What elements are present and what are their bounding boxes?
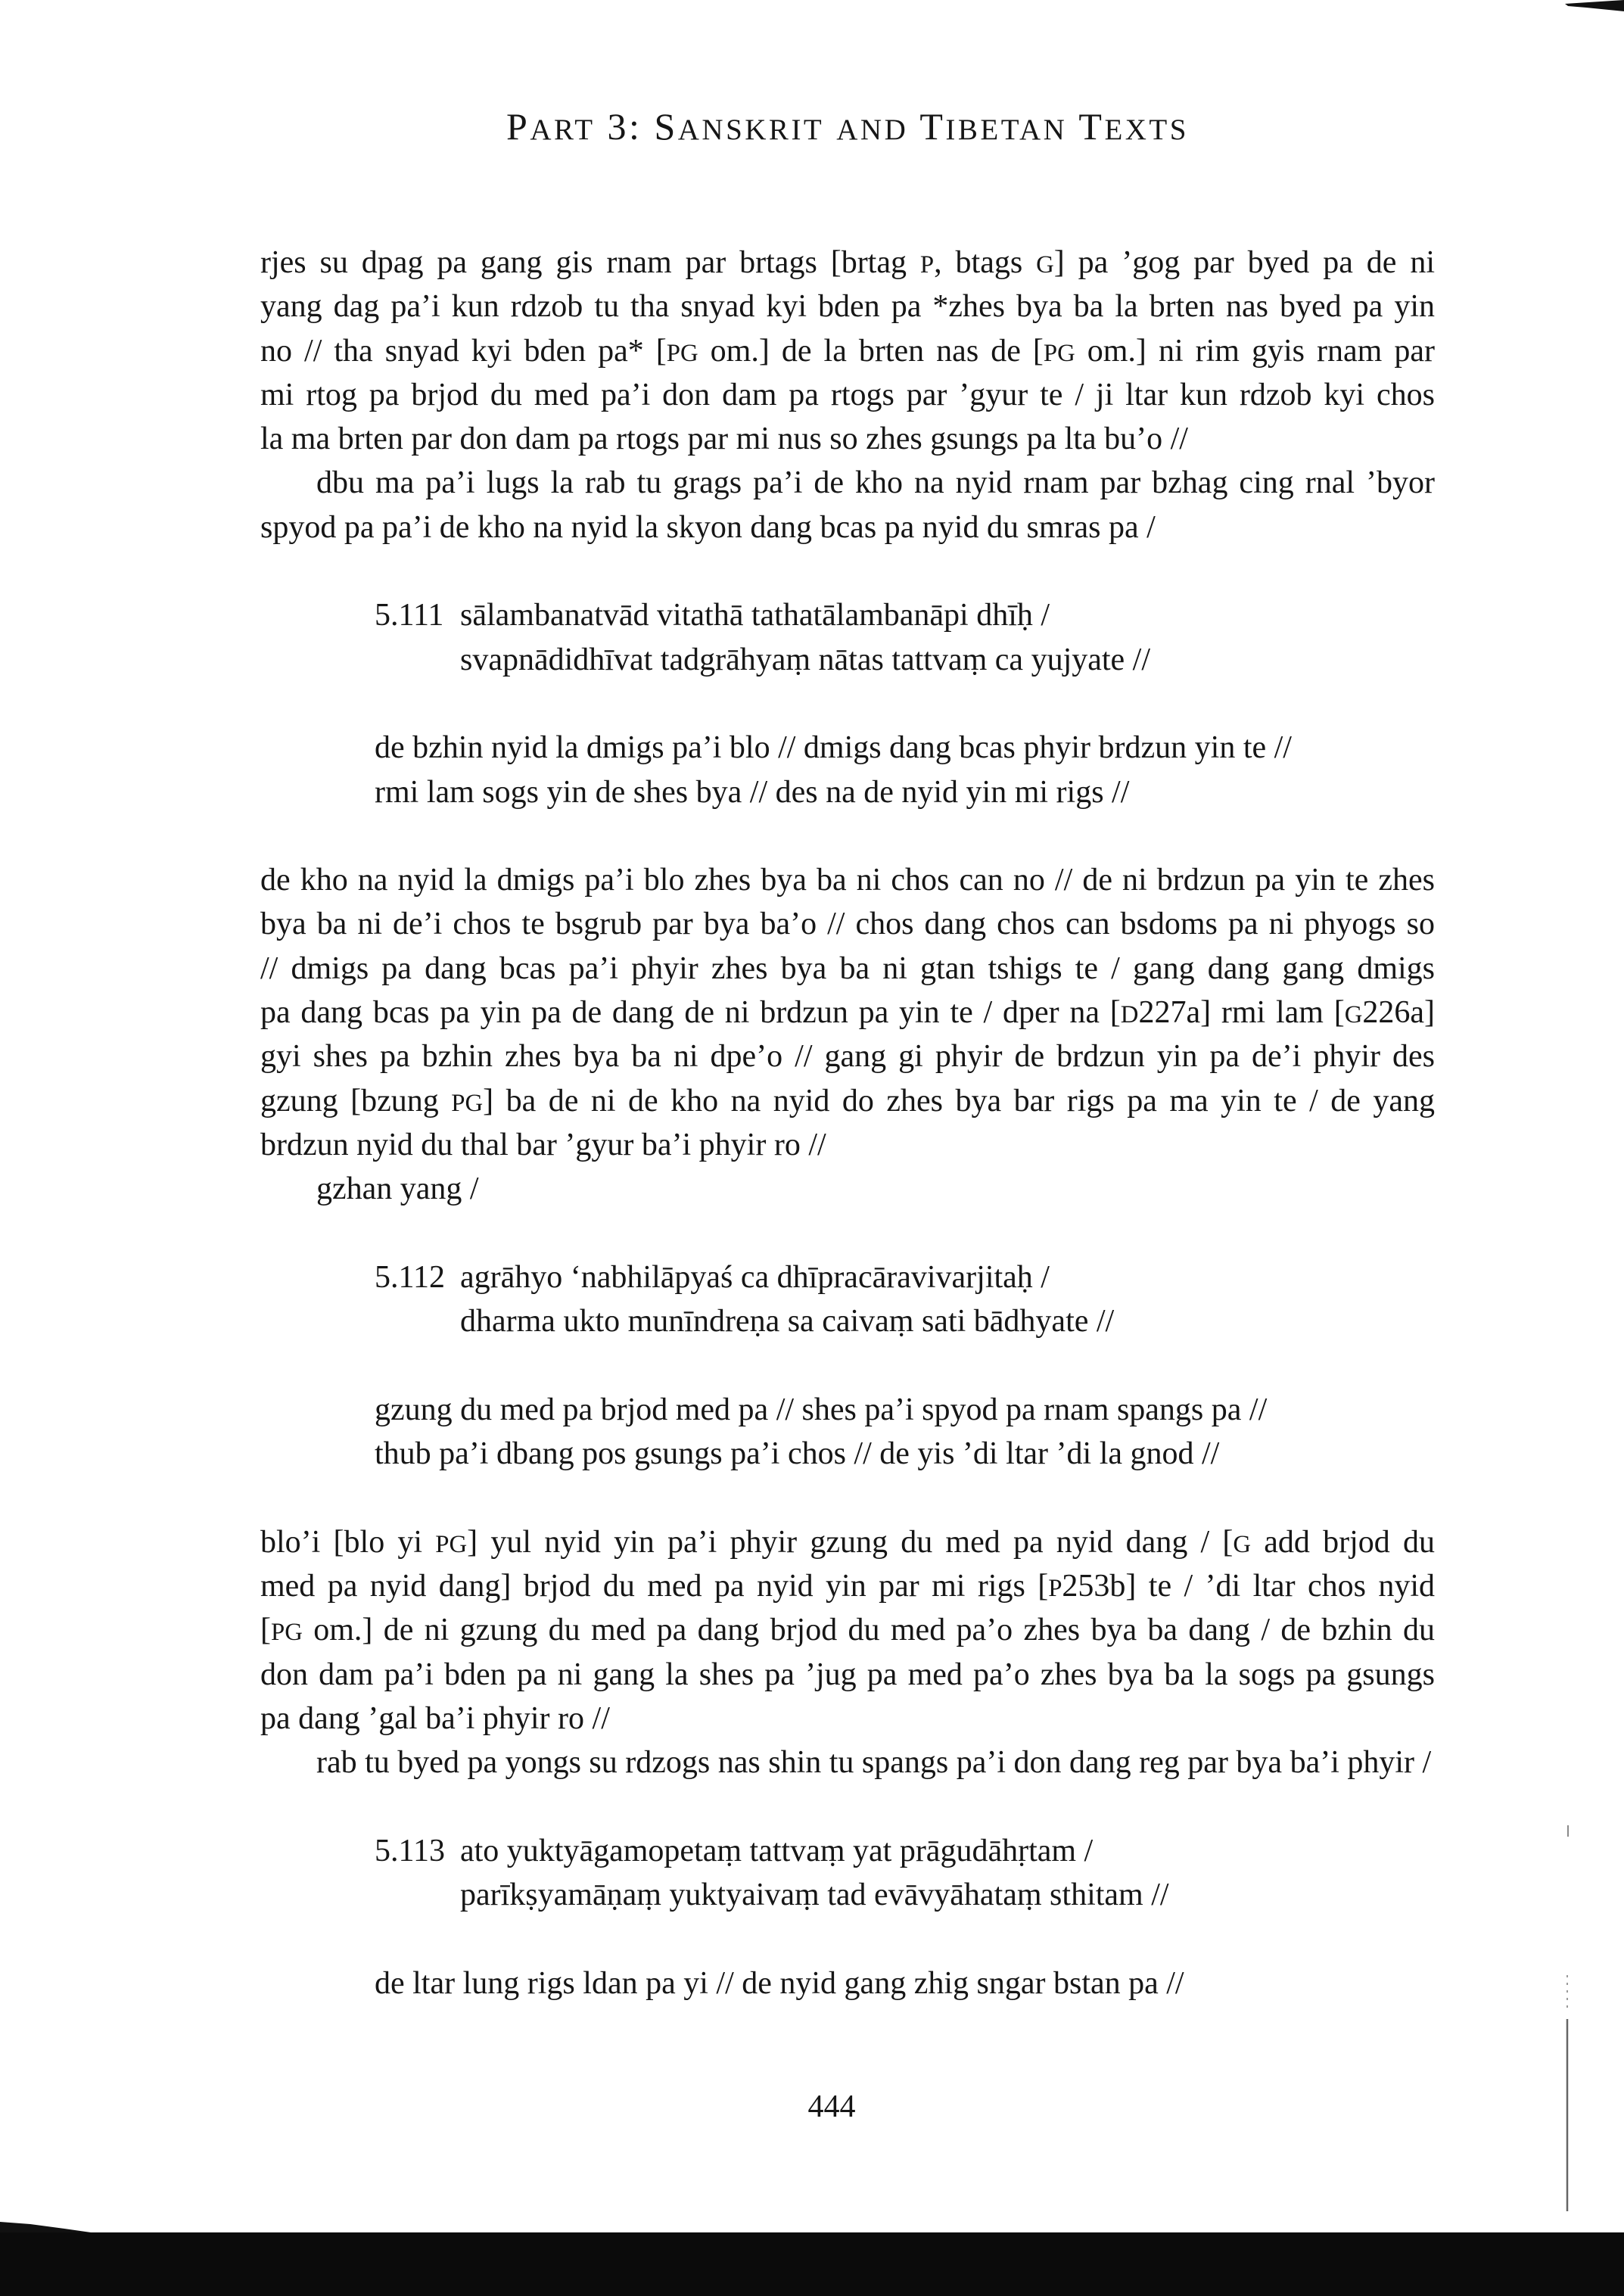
sanskrit-verse-line: agrāhyo ‘nabhilāpyaś ca dhīpracāravivarjitaḥ / — [460, 1259, 1050, 1295]
small-caps-run: AND — [836, 114, 909, 146]
prose-line: bya ba ni de’i chos te bsgrub par bya ba’o // chos dang chos can bsdoms pa ni phyogs so — [260, 907, 1435, 942]
tibetan-verse-line: gzung du med pa brjod med pa // shes pa’i spyod pa rnam spangs pa // — [375, 1392, 1268, 1427]
small-caps-run: G — [1233, 1530, 1252, 1558]
prose-line: gyi shes pa bzhin zhes bya ba ni dpe’o // gang gi phyir de brdzun yin pa de’i phyir des — [260, 1039, 1435, 1075]
running-head: PART 3: SANSKRIT AND TIBETAN TEXTS — [506, 105, 1189, 148]
small-caps-run: P — [919, 251, 935, 278]
small-caps-run: EXTS — [1104, 114, 1189, 146]
prose-line: blo’i [blo yi PG] yul nyid yin pa’i phyir gzung du med pa nyid dang / [G add brjod du — [260, 1524, 1435, 1560]
small-caps-run: PG — [451, 1089, 484, 1117]
prose-line: de kho na nyid la dmigs pa’i blo zhes bya ba ni chos can no // de ni brdzun pa yin te zhes — [260, 863, 1435, 898]
sanskrit-verse-line: parīkṣyamāṇaṃ yuktyaivaṃ tad evāvyāhataṃ sthitam // — [460, 1877, 1169, 1912]
prose-line: yang dag pa’i kun rdzob tu tha snyad kyi bden pa *zhes bya ba la brten nas byed pa yin — [260, 289, 1435, 325]
blank-line — [260, 814, 1435, 858]
small-caps-run: PG — [666, 339, 698, 367]
verse-number: 5.112 — [375, 1259, 445, 1295]
prose-line: pa dang ’gal ba’i phyir ro // — [260, 1700, 610, 1736]
blank-line — [260, 1343, 1435, 1387]
small-caps-run: P — [1048, 1574, 1062, 1602]
verse-row — [260, 1873, 1435, 1917]
text-column — [260, 241, 1435, 2005]
prose-line: spyod pa pa’i de kho na nyid la skyon dang bcas pa nyid du smras pa / — [260, 509, 1156, 545]
verse-row — [260, 593, 1435, 637]
small-caps-run: G — [1344, 1001, 1363, 1029]
tibetan-verse-line: de ltar lung rigs ldan pa yi // de nyid gang zhig sngar bstan pa // — [375, 1965, 1184, 2001]
sanskrit-verse-line: svapnādidhīvat tadgrāhyaṃ nātas tattvaṃ ca yujyate // — [460, 642, 1151, 677]
blank-line — [260, 1784, 1435, 1828]
small-caps-run: PG — [435, 1530, 468, 1558]
sanskrit-verse-line: sālambanatvād vitathā tathatālambanāpi dhīḥ / — [460, 598, 1050, 633]
prose-line-indented: gzhan yang / — [316, 1171, 479, 1207]
prose-line: rjes su dpag pa gang gis rnam par brtags [brtag P, btags G] pa ’gog par byed pa de ni — [260, 245, 1435, 280]
blank-line — [260, 682, 1435, 726]
prose-line: [PG om.] de ni gzung du med pa dang brjod du med pa’o zhes bya ba dang / de bzhin du — [260, 1613, 1435, 1648]
small-caps-run: PG — [1043, 339, 1075, 367]
prose-line: pa dang bcas pa yin pa de dang de ni brdzun pa yin te / dper na [D227a] rmi lam [G226a] — [260, 995, 1435, 1031]
sanskrit-verse-line: ato yuktyāgamopetaṃ tattvaṃ yat prāgudāhṛtam / — [460, 1833, 1094, 1868]
small-caps-run: IBETAN — [945, 114, 1068, 146]
prose-line: med pa nyid dang] brjod du med pa nyid yin par mi rigs [P253b] te / ’di ltar chos nyid — [260, 1568, 1435, 1604]
blank-line — [260, 1212, 1435, 1255]
small-caps-run: G — [1036, 251, 1054, 278]
scan-corner-mark — [1565, 0, 1624, 11]
tibetan-verse-line: de bzhin nyid la dmigs pa’i blo // dmigs dang bcas phyir brdzun yin te // — [375, 730, 1292, 766]
prose-line: brdzun nyid du thal bar ’gyur ba’i phyir ro // — [260, 1127, 826, 1162]
prose-line: no // tha snyad kyi bden pa* [PG om.] de la brten nas de [PG om.] ni rim gyis rnam par — [260, 333, 1435, 369]
small-caps-run: ANSKRIT — [677, 114, 825, 146]
blank-line — [260, 1476, 1435, 1520]
prose-line: mi rtog pa brjod du med pa’i don dam pa rtogs par ’gyur te / ji ltar kun rdzob kyi chos — [260, 377, 1435, 412]
blank-line — [260, 549, 1435, 593]
prose-line: la ma brten par don dam pa rtogs par mi nus so zhes gsungs pa lta bu’o // — [260, 422, 1188, 457]
prose-line: gzung [bzung PG] ba de ni de kho na nyid do zhes bya bar rigs pa ma yin te / de yang — [260, 1083, 1435, 1118]
page-number: 444 — [807, 2089, 856, 2124]
verse-row — [260, 638, 1435, 682]
prose-line: // dmigs pa dang bcas pa’i phyir zhes bya ba ni gtan tshigs te / gang dang gang dmigs — [260, 950, 1435, 986]
verse-row — [260, 1255, 1435, 1299]
small-caps-run: ART — [530, 114, 596, 146]
blank-line — [260, 1917, 1435, 1961]
tibetan-verse-line: thub pa’i dbang pos gsungs pa’i chos // de yis ’di ltar ’di la gnod // — [375, 1436, 1220, 1472]
verse-number: 5.111 — [375, 598, 444, 633]
verse-row — [260, 1299, 1435, 1343]
small-caps-run: D — [1120, 1001, 1139, 1029]
scan-bottom-bar — [0, 2232, 1624, 2296]
scan-bottom-edge — [0, 2222, 91, 2232]
prose-line-indented: dbu ma pa’i lugs la rab tu grags pa’i de kho na nyid rnam par bzhag cing rnal ’byor — [316, 465, 1435, 501]
prose-line-indented: rab tu byed pa yongs su rdzogs nas shin tu spangs pa’i don dang reg par bya ba’i phyir / — [316, 1745, 1432, 1781]
verse-number: 5.113 — [375, 1833, 445, 1868]
sanskrit-verse-line: dharma ukto munīndreṇa sa caivaṃ sati bādhyate // — [460, 1304, 1115, 1339]
prose-line: don dam pa’i bden pa ni gang la shes pa ’jug pa med pa’o zhes bya ba la sogs pa gsungs — [260, 1657, 1435, 1692]
small-caps-run: PG — [271, 1619, 303, 1647]
verse-row — [260, 1829, 1435, 1873]
tibetan-verse-line: rmi lam sogs yin de shes bya // des na de nyid yin mi rigs // — [375, 774, 1130, 810]
